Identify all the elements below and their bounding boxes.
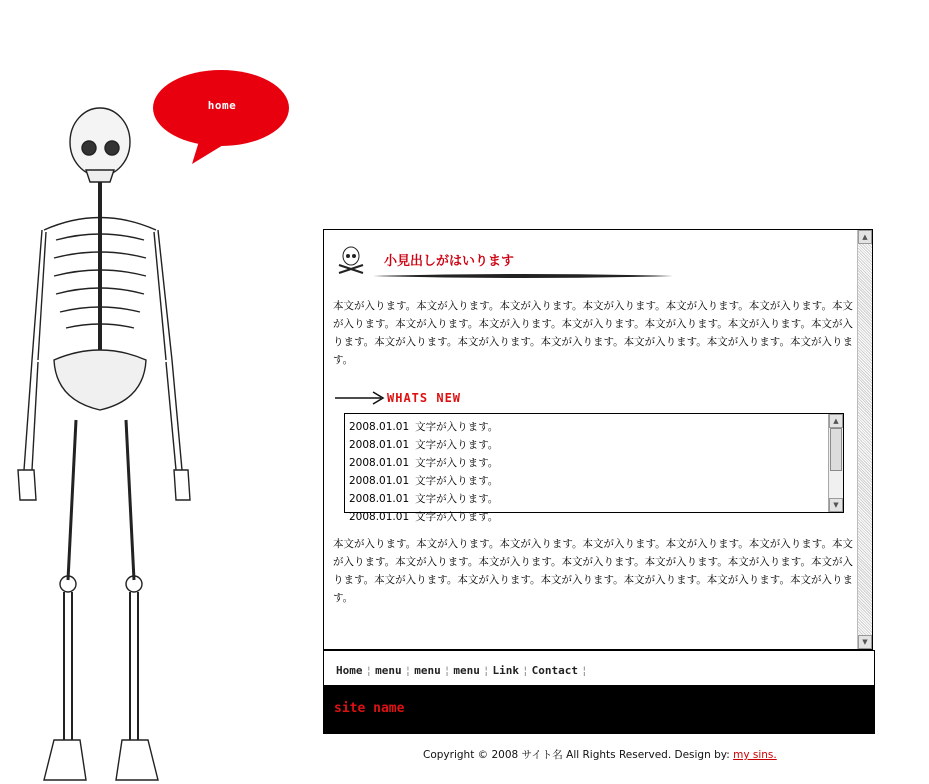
- news-list-box[interactable]: [344, 413, 844, 523]
- news-item: 2008.01.01 文字が入ります。: [349, 493, 499, 505]
- site-name: site name: [334, 701, 405, 716]
- home-link[interactable]: home: [207, 99, 237, 112]
- news-scroll-down-button[interactable]: ▼: [829, 498, 843, 512]
- footer: [323, 686, 875, 734]
- nav-separator: ¦: [443, 664, 451, 677]
- nav-item-contact[interactable]: Contact: [531, 664, 578, 677]
- nav-separator: ¦: [482, 664, 490, 677]
- nav-separator: ¦: [365, 664, 373, 677]
- skull-crossbones-icon: [336, 245, 366, 275]
- nav-separator: ¦: [580, 664, 588, 677]
- news-scroll-thumb[interactable]: [830, 428, 842, 471]
- whats-new-header: [333, 387, 858, 409]
- nav-item-menu-2[interactable]: menu: [414, 664, 441, 677]
- brush-stroke-underline: [373, 272, 673, 280]
- nav-item-menu-3[interactable]: menu: [453, 664, 480, 677]
- content-area: [333, 242, 858, 607]
- nav-separator: ¦: [404, 664, 412, 677]
- main-content-panel[interactable]: [323, 229, 873, 650]
- nav-menu: [336, 664, 591, 677]
- section-heading: [333, 242, 858, 287]
- arrow-right-icon: [335, 391, 385, 405]
- news-item: 2008.01.01 文字が入ります。: [349, 421, 499, 433]
- body-paragraph-2: 本文が入ります。本文が入ります。本文が入ります。本文が入ります。本文が入ります。本文が入ります。本文が入ります。本文が入ります。本文が入ります。本文が入ります。本文が入ります。本文が入ります。本文が入ります。本文が入ります。本文が入ります。本文が入ります。本文が入ります。本文が入ります。本文が入ります。: [333, 538, 853, 604]
- news-item: 2008.01.01 文字が入ります。: [349, 439, 499, 451]
- copyright-text: Copyright © 2008 サイト名 All Rights Reserved. Design by:: [423, 749, 734, 761]
- whats-new-title: WHATS NEW: [387, 391, 462, 405]
- skeleton-illustration: [14, 100, 192, 784]
- nav-item-home[interactable]: Home: [336, 664, 363, 677]
- nav-item-menu-1[interactable]: menu: [375, 664, 402, 677]
- heading-text: 小見出しがはいります: [384, 254, 515, 269]
- nav-bar: [323, 650, 875, 686]
- news-scroll-up-button[interactable]: ▲: [829, 414, 843, 428]
- designer-link[interactable]: my sins.: [733, 749, 777, 761]
- panel-scroll-up-button[interactable]: ▲: [858, 230, 872, 244]
- news-item: 2008.01.01 文字が入ります。: [349, 511, 499, 523]
- news-item: 2008.01.01 文字が入ります。: [349, 457, 499, 469]
- nav-item-link[interactable]: Link: [492, 664, 519, 677]
- panel-scroll-down-button[interactable]: ▼: [858, 635, 872, 649]
- news-list: [349, 418, 498, 526]
- news-scrollbar[interactable]: [828, 414, 843, 512]
- panel-scrollbar[interactable]: [857, 230, 872, 649]
- speech-bubble[interactable]: [150, 68, 292, 168]
- news-item: 2008.01.01 文字が入ります。: [349, 475, 499, 487]
- copyright: [423, 747, 777, 762]
- body-paragraph-1: 本文が入ります。本文が入ります。本文が入ります。本文が入ります。本文が入ります。本文が入ります。本文が入ります。本文が入ります。本文が入ります。本文が入ります。本文が入ります。本文が入ります。本文が入ります。本文が入ります。本文が入ります。本文が入ります。本文が入ります。本文が入ります。本文が入ります。: [333, 300, 853, 366]
- nav-separator: ¦: [522, 664, 529, 677]
